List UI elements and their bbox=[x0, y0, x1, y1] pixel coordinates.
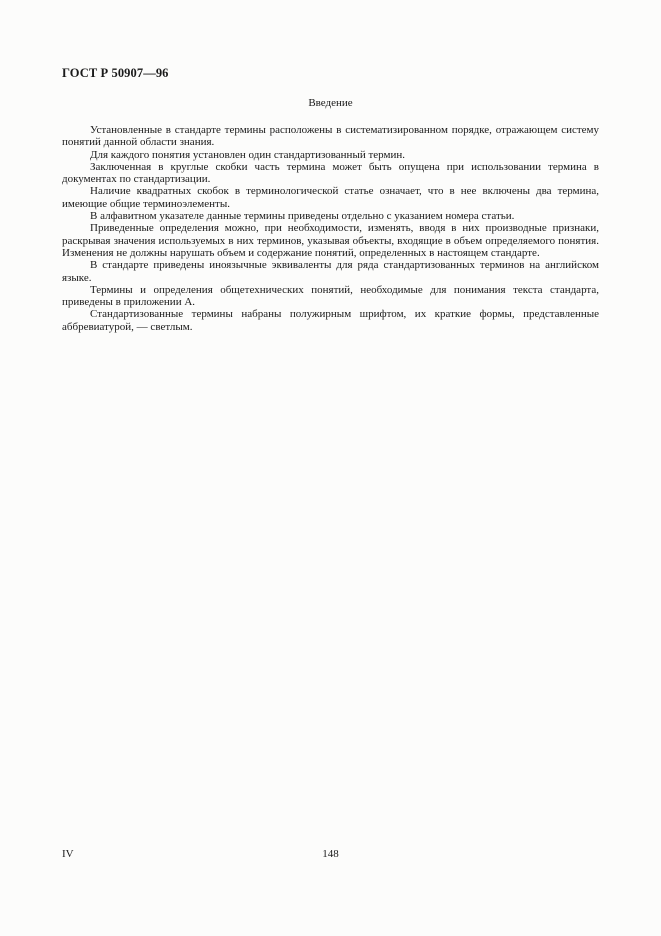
paragraph: Заключенная в круглые скобки часть термина может быть опущена при использовании термина в документах по стандартизации. bbox=[62, 160, 599, 186]
page-number: 148 bbox=[322, 848, 339, 860]
paragraph: Установленные в стандарте термины расположены в систематизированном порядке, отражающем систему понятий данной области знания. bbox=[62, 124, 599, 149]
paragraph: Для каждого понятия установлен один стандартизованный термин. bbox=[90, 148, 405, 161]
paragraph: Приведенные определения можно, при необходимости, изменять, вводя в них производные признаки, раскрывая значения используемых в них терминов, указывая объекты, входящие в объем определяемого понятия. Изменения не должны нарушать объем и содержание понятий, определенных в настоящем стандарте. bbox=[62, 222, 599, 259]
paragraph: В стандарте приведены иноязычные эквиваленты для ряда стандартизованных терминов на английском языке. bbox=[62, 259, 599, 284]
paragraph: В алфавитном указателе данные термины приведены отдельно с указанием номера статьи. bbox=[90, 210, 515, 223]
paragraph: Термины и определения общетехнических понятий, необходимые для понимания текста стандарта, приведены в приложении А. bbox=[62, 283, 599, 309]
section-title: Введение bbox=[308, 97, 353, 109]
paragraph: Стандартизованные термины набраны полужирным шрифтом, их краткие формы, представленные аббревиатурой, — светлым. bbox=[62, 308, 599, 333]
document-code: ГОСТ Р 50907—96 bbox=[62, 66, 169, 80]
body-text bbox=[62, 124, 599, 333]
page-roman-numeral: IV bbox=[62, 848, 74, 860]
paragraph: Наличие квадратных скобок в терминологической статье означает, что в нее включены два термина, имеющие общие терминоэлементы. bbox=[62, 185, 599, 210]
